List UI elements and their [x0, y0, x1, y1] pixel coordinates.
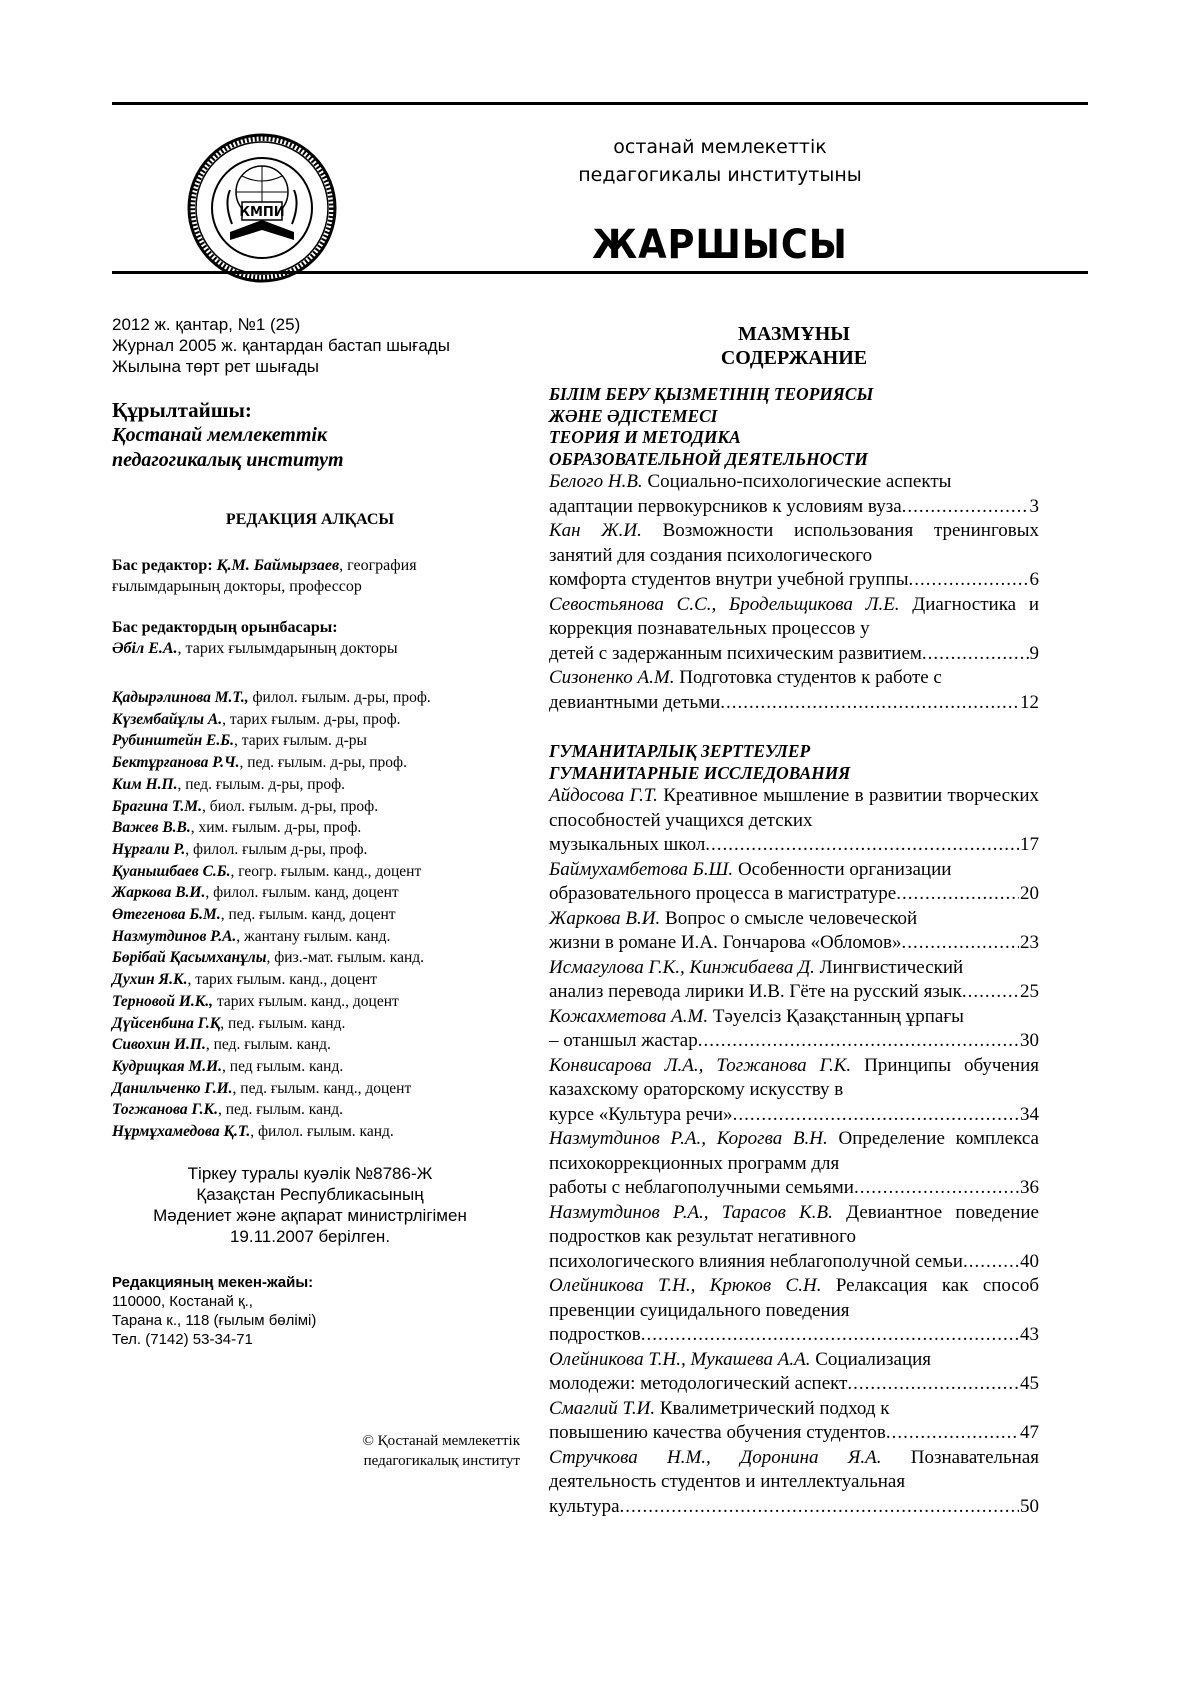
board-member-name: Бектұрғанова Р.Ч. [112, 754, 240, 772]
address-line1: 110000, Костанай қ., [112, 1292, 253, 1310]
toc-entry-text [549, 1054, 1039, 1103]
toc-entry-text [549, 784, 1039, 833]
toc-entry-title-end: молодежи: методологический аспект [549, 1373, 848, 1394]
toc-entry-authors: Кан Ж.И. [549, 520, 642, 541]
board-member [112, 1078, 508, 1100]
toc-entry-text [549, 1274, 1039, 1323]
toc-entry-title: Принципы обучения казахскому ораторскому искусству в [549, 1054, 1039, 1100]
board-member-name: Қадырәлинова М.Т., [112, 689, 249, 706]
board-member-name: Бөрібай Қасымханұлы [112, 949, 267, 967]
board-member-name: Данильченко Г.И. [112, 1079, 233, 1097]
toc-entry-title: Особенности организации [733, 858, 952, 880]
toc-entry-title-end: повышению качества обучения студентов [549, 1422, 886, 1443]
toc-entry-title-end: работы с неблагополучными семьями [549, 1177, 854, 1198]
toc-heading-kz: МАЗМҰНЫ [738, 323, 850, 345]
board-member [112, 904, 508, 926]
toc-entry-text [549, 956, 1039, 981]
toc-entry-title: Определение комплекса психокоррекционных программ для [549, 1128, 1039, 1174]
board-member-name: Жаркова В.И. [112, 884, 206, 902]
toc-entry-page: 43 [1020, 1324, 1039, 1345]
copyright-line2: педагогикалық институт [363, 1453, 520, 1469]
left-column [112, 314, 508, 1349]
institute-name-line1: останай мемлекеттік [613, 136, 827, 158]
toc-entry-last-line [549, 1029, 1039, 1054]
toc-entry [549, 1397, 1039, 1446]
toc-leader-dots [854, 1176, 1019, 1201]
board-member [112, 796, 508, 818]
toc-entry-page: 45 [1020, 1373, 1039, 1394]
toc-section-title-line: ГУМАНИТАРЛЫҚ ЗЕРТТЕУЛЕР [549, 741, 811, 761]
toc-entry [549, 1348, 1039, 1397]
board-member-name: Өтегенова Б.М. [112, 906, 221, 924]
toc-entry-title-end: анализ перевода лирики И.В. Гёте на русский язык [549, 981, 962, 1002]
toc-entry-title-end: жизни в романе И.А. Гончарова «Обломов» [549, 932, 902, 953]
toc-entry-authors: Олейникова Т.Н., Мукашева А.А. [549, 1348, 811, 1370]
toc-entry-last-line [549, 1495, 1039, 1520]
board-member [112, 926, 508, 948]
registration-info [112, 1163, 508, 1247]
toc-leader-dots [963, 1250, 1019, 1275]
board-member [112, 882, 508, 904]
board-member [112, 817, 508, 839]
board-member-name: Рубинштейн Е.Б. [112, 732, 234, 750]
toc-leader-dots [698, 1029, 1019, 1054]
deputy-editor-label: Бас редактордың орынбасары: [112, 619, 338, 636]
toc-entry-last-line [549, 495, 1039, 520]
board-member [112, 839, 508, 861]
registration-line4: 19.11.2007 берілген. [229, 1226, 391, 1246]
logo-text: КМПИ [239, 205, 285, 220]
toc-entry-text [549, 1201, 1039, 1250]
toc-entry-title: Возможности использования тренинговых занятий для создания психологического [549, 520, 1039, 566]
toc-entry-title: Креативное мышление в развитии творческих способностей учащихся детских [549, 785, 1040, 831]
board-member-title: , филол. ғылым д-ры, проф. [185, 840, 368, 858]
issue-frequency: Жылына төрт рет шығады [112, 357, 319, 376]
board-member-title: , геогр. ғылым. канд., доцент [230, 862, 422, 880]
toc-entry-text [549, 1005, 1039, 1030]
founder-name-line2: педагогикалық институт [112, 449, 344, 471]
toc-entry-authors: Олейникова Т.Н., Крюков С.Н. [549, 1275, 822, 1296]
toc-entry-last-line [549, 980, 1039, 1005]
chief-editor [112, 555, 508, 597]
founder-heading: Құрылтайшы: [112, 398, 252, 422]
address-line2: Тарана к., 118 (ғылым бөлімі) [112, 1311, 317, 1329]
toc-entry-page: 3 [1029, 495, 1039, 517]
board-member-name: Нұрғали Р. [112, 840, 186, 858]
toc-entry-authors: Жаркова В.И. [549, 907, 661, 929]
toc-entry-text [549, 666, 1039, 691]
address-line3: Тел. (7142) 53-34-71 [112, 1330, 253, 1348]
board-member-name: Дүйсенбина Г.Қ [112, 1014, 221, 1032]
board-member-title: , физ.-мат. ғылым. канд. [266, 949, 425, 967]
toc-entry-page: 30 [1020, 1030, 1039, 1051]
toc-leader-dots [720, 691, 1019, 716]
toc-entry-authors: Айдосова Г.Т. [549, 785, 658, 806]
toc-entry-page: 40 [1020, 1250, 1039, 1272]
toc-entry-title: Квалиметрический подход к [655, 1397, 890, 1419]
board-member [112, 947, 508, 969]
toc-section-title-line: ЖӘНЕ ӘДІСТЕМЕСІ [549, 405, 718, 426]
toc-entry-text [549, 858, 1039, 883]
toc-entry-title-end: комфорта студентов внутри учебной группы [549, 569, 909, 590]
toc-entry-title: Вопрос о смысле человеческой [660, 907, 918, 929]
toc-entry-authors: Белого Н.В. [549, 471, 643, 492]
toc-entry-authors: Конвисарова Л.А., Тогжанова Г.К. [549, 1054, 852, 1076]
toc-entry-title: Социализация [810, 1348, 932, 1370]
toc-entry-title-end: – отаншыл жастар [549, 1030, 698, 1051]
board-member-title: , тарих ғылым. д-ры [234, 732, 367, 750]
board-member-name: Важев В.В. [112, 819, 191, 837]
toc-section-title-line: БІЛІМ БЕРУ ҚЫЗМЕТІНІҢ ТЕОРИЯСЫ [549, 384, 874, 404]
board-member-title: , пед. ғылым. канд. [220, 1014, 346, 1032]
toc-entry-last-line [549, 1250, 1039, 1275]
issue-info [112, 314, 508, 377]
toc-entry-authors: Кожахметова А.М. [549, 1005, 709, 1027]
toc-entry [549, 1005, 1039, 1054]
toc-entry-last-line [549, 642, 1039, 667]
toc-entry-last-line [549, 931, 1039, 956]
toc-entry [549, 1446, 1039, 1520]
toc-entry-page: 50 [1020, 1495, 1039, 1517]
toc-entry-title: Познавательная деятельность студентов и интеллектуальная [549, 1446, 1039, 1492]
toc-entry [549, 593, 1039, 667]
toc-entry-authors: Севостьянова С.С., Бродельщикова Л.Е. [549, 593, 900, 615]
toc-entry-page: 34 [1020, 1103, 1039, 1125]
toc-entry-authors: Назмутдинов Р.А., Тарасов К.В. [549, 1201, 833, 1223]
toc-entry-title: Подготовка студентов к работе с [674, 667, 942, 688]
toc-leader-dots [620, 1495, 1019, 1520]
toc-entry [549, 519, 1039, 593]
toc-entry-last-line [549, 1421, 1039, 1446]
toc-entry-last-line [549, 882, 1039, 907]
toc-entry-title-end: адаптации первокурсников к условиям вуза [549, 495, 902, 517]
board-member-title: , пед. ғылым. канд, доцент [220, 906, 396, 924]
toc-entry-title: Тәуелсіз Қазақстанның ұрпағы [708, 1005, 964, 1027]
board-member-name: Қуанышбаев С.Б. [112, 862, 231, 880]
toc-entry-page: 23 [1020, 932, 1039, 953]
toc-entry-last-line [549, 1176, 1039, 1201]
editorial-address [112, 1273, 508, 1349]
registration-line3: Мәдениет және ақпарат министрлігімен [153, 1205, 467, 1225]
board-member-title: , филол. ғылым. канд. [250, 1123, 394, 1141]
chief-editor-degree: , география ғылымдарының докторы, профессор [112, 557, 417, 595]
toc-entry-authors: Сизоненко А.М. [549, 667, 675, 688]
toc-section-title-line: ОБРАЗОВАТЕЛЬНОЙ ДЕЯТЕЛЬНОСТИ [549, 448, 868, 469]
toc-section-heading [549, 384, 1039, 470]
toc-entry-title-end: детей с задержанным психическим развитием [549, 642, 922, 664]
board-member [112, 730, 508, 752]
toc-entry-authors: Исмагулова Г.К., Кинжибаева Д. [549, 956, 815, 978]
toc-entry-text [549, 1127, 1039, 1176]
toc-leader-dots [641, 1323, 1019, 1348]
toc-entry-authors: Баймухамбетова Б.Ш. [549, 858, 734, 880]
toc-entry-last-line [549, 568, 1039, 593]
board-member-title: , жантану ғылым. канд. [236, 927, 391, 945]
toc-entry [549, 784, 1039, 858]
toc-entry-authors: Назмутдинов Р.А., Корогва В.Н. [549, 1128, 828, 1149]
toc-entry-page: 36 [1020, 1177, 1039, 1198]
chief-editor-name: Қ.М. Баймырзаев [216, 557, 340, 574]
toc-entry-page: 47 [1020, 1422, 1039, 1443]
toc-entry [549, 470, 1039, 519]
board-member-title: , пед. ғылым. канд. [205, 1036, 331, 1054]
board-member [112, 1121, 508, 1143]
toc-leader-dots [909, 568, 1029, 593]
editorial-board-heading: РЕДАКЦИЯ АЛҚАСЫ [225, 511, 395, 528]
board-member-title: тарих ғылым. канд., доцент [213, 992, 399, 1010]
board-member [112, 1056, 508, 1078]
toc-leader-dots [902, 495, 1029, 520]
toc-leader-dots [733, 1103, 1019, 1128]
deputy-editor-name: Әбіл Е.А. [112, 640, 178, 657]
toc-leader-dots [847, 1372, 1019, 1397]
board-member-name: Нұрмұхамедова Қ.Т. [112, 1123, 251, 1141]
board-member [112, 991, 508, 1013]
board-member [112, 861, 508, 883]
toc-entry-title-end: курсе «Культура речи» [549, 1103, 733, 1125]
toc-entry-last-line [549, 1372, 1039, 1397]
copyright [250, 1431, 520, 1471]
toc-entry-authors: Смаглий Т.И. [549, 1397, 656, 1419]
toc-entry [549, 907, 1039, 956]
board-member [112, 774, 508, 796]
toc-entry [549, 858, 1039, 907]
toc-section-title-line: ГУМАНИТАРНЫЕ ИССЛЕДОВАНИЯ [549, 762, 851, 783]
toc-entry-title-end: психологического влияния неблагополучной семьи [549, 1250, 963, 1272]
toc-entry [549, 1054, 1039, 1128]
toc-entry-page: 17 [1020, 834, 1039, 855]
journal-title: ЖАРШЫСЫ [592, 222, 848, 268]
board-member-title: , пед ғылым. канд. [222, 1057, 344, 1075]
board-member-name: Духин Я.К. [112, 971, 188, 989]
board-member [112, 969, 508, 991]
issue-date-number: 2012 ж. қантар, №1 (25) [112, 315, 301, 334]
header-top-rule [112, 102, 1088, 105]
board-member [112, 1034, 508, 1056]
founder-name-line1: Қостанай мемлекеттік [112, 424, 328, 446]
toc-entry-title: Релаксация как способ превенции суицидального поведения [549, 1275, 1039, 1321]
toc-entry [549, 1274, 1039, 1348]
toc-leader-dots [705, 833, 1019, 858]
board-member-name: Тогжанова Г.К. [112, 1101, 218, 1119]
toc-entry-text [549, 1397, 1039, 1422]
board-member-title: , пед. ғылым. канд., доцент [232, 1079, 412, 1097]
toc-entry-text [549, 1446, 1039, 1495]
toc-entry-title-end: подростков [549, 1324, 641, 1345]
toc-entry-title: Диагностика и коррекция познавательных процессов у [549, 593, 1039, 639]
board-member-title: , хим. ғылым. д-ры, проф. [190, 819, 362, 837]
toc-leader-dots [922, 642, 1029, 667]
registration-line2: Қазақстан Республикасының [196, 1184, 424, 1204]
board-member-name: Кудрицкая М.И. [112, 1057, 223, 1075]
toc-section-title-line: ТЕОРИЯ И МЕТОДИКА [549, 427, 741, 447]
toc-leader-dots [896, 882, 1019, 907]
board-member-title: , тарих ғылым. канд., доцент [187, 971, 378, 989]
board-member [112, 752, 508, 774]
toc-entry-title: Лингвистический [814, 956, 964, 978]
board-member [112, 709, 508, 731]
deputy-editor [112, 617, 508, 659]
toc-entry-page: 25 [1020, 981, 1039, 1002]
toc-entry-page: 12 [1020, 691, 1039, 713]
board-member-name: Сивохин И.П. [112, 1036, 206, 1054]
board-members-list [112, 687, 508, 1143]
table-of-contents [549, 322, 1039, 1519]
toc-entry-last-line [549, 833, 1039, 858]
toc-entry-last-line [549, 1103, 1039, 1128]
toc-entry-page: 20 [1020, 883, 1039, 904]
toc-entry [549, 1201, 1039, 1275]
issue-published-since: Журнал 2005 ж. қантардан бастап шығады [112, 336, 450, 355]
board-member-name: Брагина Т.М. [112, 797, 202, 815]
institute-seal-logo [186, 132, 338, 284]
toc-entry-page: 6 [1029, 569, 1039, 590]
toc-entry-text [549, 1348, 1039, 1373]
registration-line1: Тіркеу туралы куәлік №8786-Ж [187, 1163, 433, 1183]
toc-sections [549, 384, 1039, 1519]
copyright-line1: © Қостанай мемлекеттік [362, 1433, 520, 1449]
board-member-title: , тарих ғылым. д-ры, проф. [222, 710, 401, 728]
board-member-name: Назмутдинов Р.А. [112, 927, 237, 945]
board-member [112, 1013, 508, 1035]
toc-entry-title-end: музыкальных школ [549, 834, 706, 855]
toc-entry-title: Социально-психологические аспекты [642, 471, 952, 492]
board-member-title: , биол. ғылым. д-ры, проф. [201, 797, 379, 815]
toc-entry-last-line [549, 691, 1039, 716]
toc-entry-text [549, 593, 1039, 642]
board-member-title: , пед. ғылым. д-ры, проф. [239, 754, 407, 772]
toc-entry-title: Девиантное поведение подростков как результат негативного [549, 1201, 1039, 1247]
toc-heading-ru: СОДЕРЖАНИЕ [720, 347, 868, 369]
board-member-title: филол. ғылым. д-ры, проф. [248, 689, 431, 706]
address-heading: Редакцияның мекен-жайы: [112, 1273, 314, 1291]
board-member-title: , филол. ғылым. канд, доцент [205, 884, 399, 902]
toc-entry-last-line [549, 1323, 1039, 1348]
board-member [112, 1099, 508, 1121]
board-member-name: Күзембайұлы А. [112, 710, 223, 728]
board-member-name: Ким Н.П. [112, 775, 178, 793]
toc-entry [549, 1127, 1039, 1201]
toc-entry-title-end: образовательного процесса в магистратуре [549, 883, 897, 904]
toc-entry [549, 956, 1039, 1005]
toc-entry-page: 9 [1029, 642, 1039, 664]
institute-name-line2: педагогикалы институтыны [578, 164, 862, 186]
toc-entry [549, 666, 1039, 715]
toc-entry-title-end: девиантными детьми [549, 691, 721, 713]
toc-leader-dots [962, 980, 1019, 1005]
board-member-name: Терновой И.К., [112, 992, 214, 1010]
toc-entry-authors: Стручкова Н.М., Доронина Я.А. [549, 1446, 882, 1468]
board-member-title: , пед. ғылым. д-ры, проф. [177, 775, 346, 793]
chief-editor-label: Бас редактор: [112, 557, 213, 574]
board-member-title: , пед. ғылым. канд. [217, 1101, 344, 1119]
toc-entry-title-end: культура [549, 1495, 620, 1517]
toc-leader-dots [902, 931, 1019, 956]
toc-entry-text [549, 470, 1039, 495]
toc-section-heading [549, 741, 1039, 784]
toc-leader-dots [886, 1421, 1019, 1446]
deputy-editor-degree: , тарих ғылымдарының докторы [177, 640, 398, 657]
toc-entry-text [549, 519, 1039, 568]
toc-entry-text [549, 907, 1039, 932]
board-member [112, 687, 508, 709]
